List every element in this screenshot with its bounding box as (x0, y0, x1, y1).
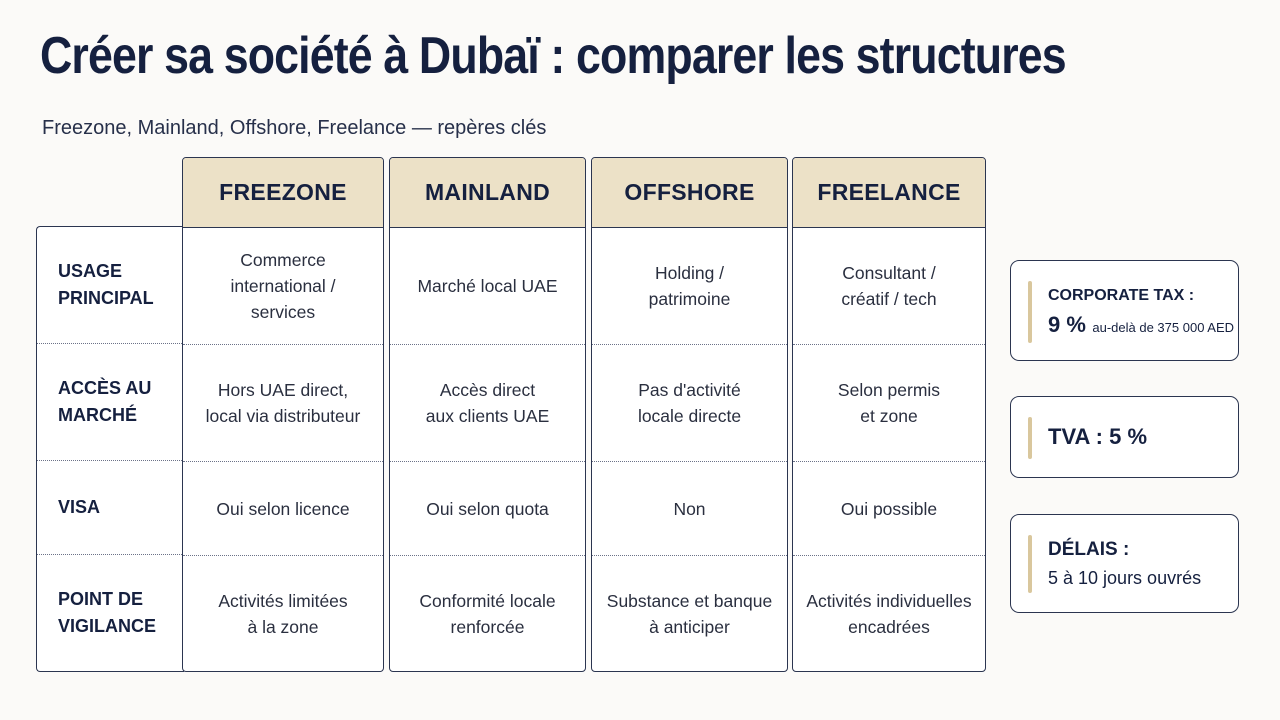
table-cell: Activités limitées à la zone (218, 591, 348, 637)
delais-value: 5 à 10 jours ouvrés (1048, 568, 1202, 588)
corporate-tax-value: 9 % (1048, 312, 1086, 337)
row-labels (36, 226, 184, 672)
table-cell: Commerce international / services (183, 228, 383, 345)
column-header-offshore: OFFSHORE (592, 158, 787, 228)
table-cell: Consultant / créatif / tech (793, 228, 985, 345)
column-header-freelance: FREELANCE (793, 158, 985, 228)
column-offshore (591, 157, 788, 672)
table-cell: Oui selon licence (183, 462, 383, 556)
table-cell: Activités individuelles encadrées (806, 591, 972, 637)
table-cell: Selon permis et zone (793, 345, 985, 462)
table-cell: Holding / patrimoine (592, 228, 787, 345)
table-cell: Oui selon quota (390, 462, 585, 556)
accent-bar (1028, 417, 1032, 459)
corporate-tax-label: CORPORATE TAX : (1048, 287, 1195, 304)
card-corporate-tax (1010, 260, 1239, 361)
card-delais (1010, 514, 1239, 613)
card-tva (1010, 396, 1239, 478)
delais-label: DÉLAIS : (1048, 539, 1130, 560)
table-cell: Substance et banque à anticiper (606, 591, 773, 637)
column-mainland (389, 157, 586, 672)
column-freezone (182, 157, 384, 672)
table-cell: Non (592, 462, 787, 556)
row-label-acces: ACCÈS AU MARCHÉ (37, 344, 184, 461)
page-subtitle: Freezone, Mainland, Offshore, Freelance — repères clés (42, 117, 547, 139)
column-header-mainland: MAINLAND (390, 158, 585, 228)
accent-bar (1028, 281, 1032, 343)
corporate-tax-note: au-delà de 375 000 AED (1092, 320, 1235, 335)
table-cell: Conformité locale renforcée (419, 591, 556, 637)
table-cell: Oui possible (793, 462, 985, 556)
tva-label: TVA : 5 % (1048, 424, 1148, 449)
table-cell: Pas d'activité locale directe (592, 345, 787, 462)
table-cell: Marché local UAE (390, 228, 585, 345)
table-cell: Hors UAE direct, local via distributeur (183, 345, 383, 462)
page-title: Créer sa société à Dubaï : comparer les structures (40, 27, 1066, 85)
table-cell: Accès direct aux clients UAE (390, 345, 585, 462)
accent-bar (1028, 535, 1032, 593)
row-label-vigilance: POINT DE VIGILANCE (58, 589, 157, 636)
column-header-freezone: FREEZONE (183, 158, 383, 228)
column-freelance (792, 157, 986, 672)
row-label-visa: VISA (37, 461, 184, 555)
row-label-usage: USAGE PRINCIPAL (37, 227, 184, 344)
